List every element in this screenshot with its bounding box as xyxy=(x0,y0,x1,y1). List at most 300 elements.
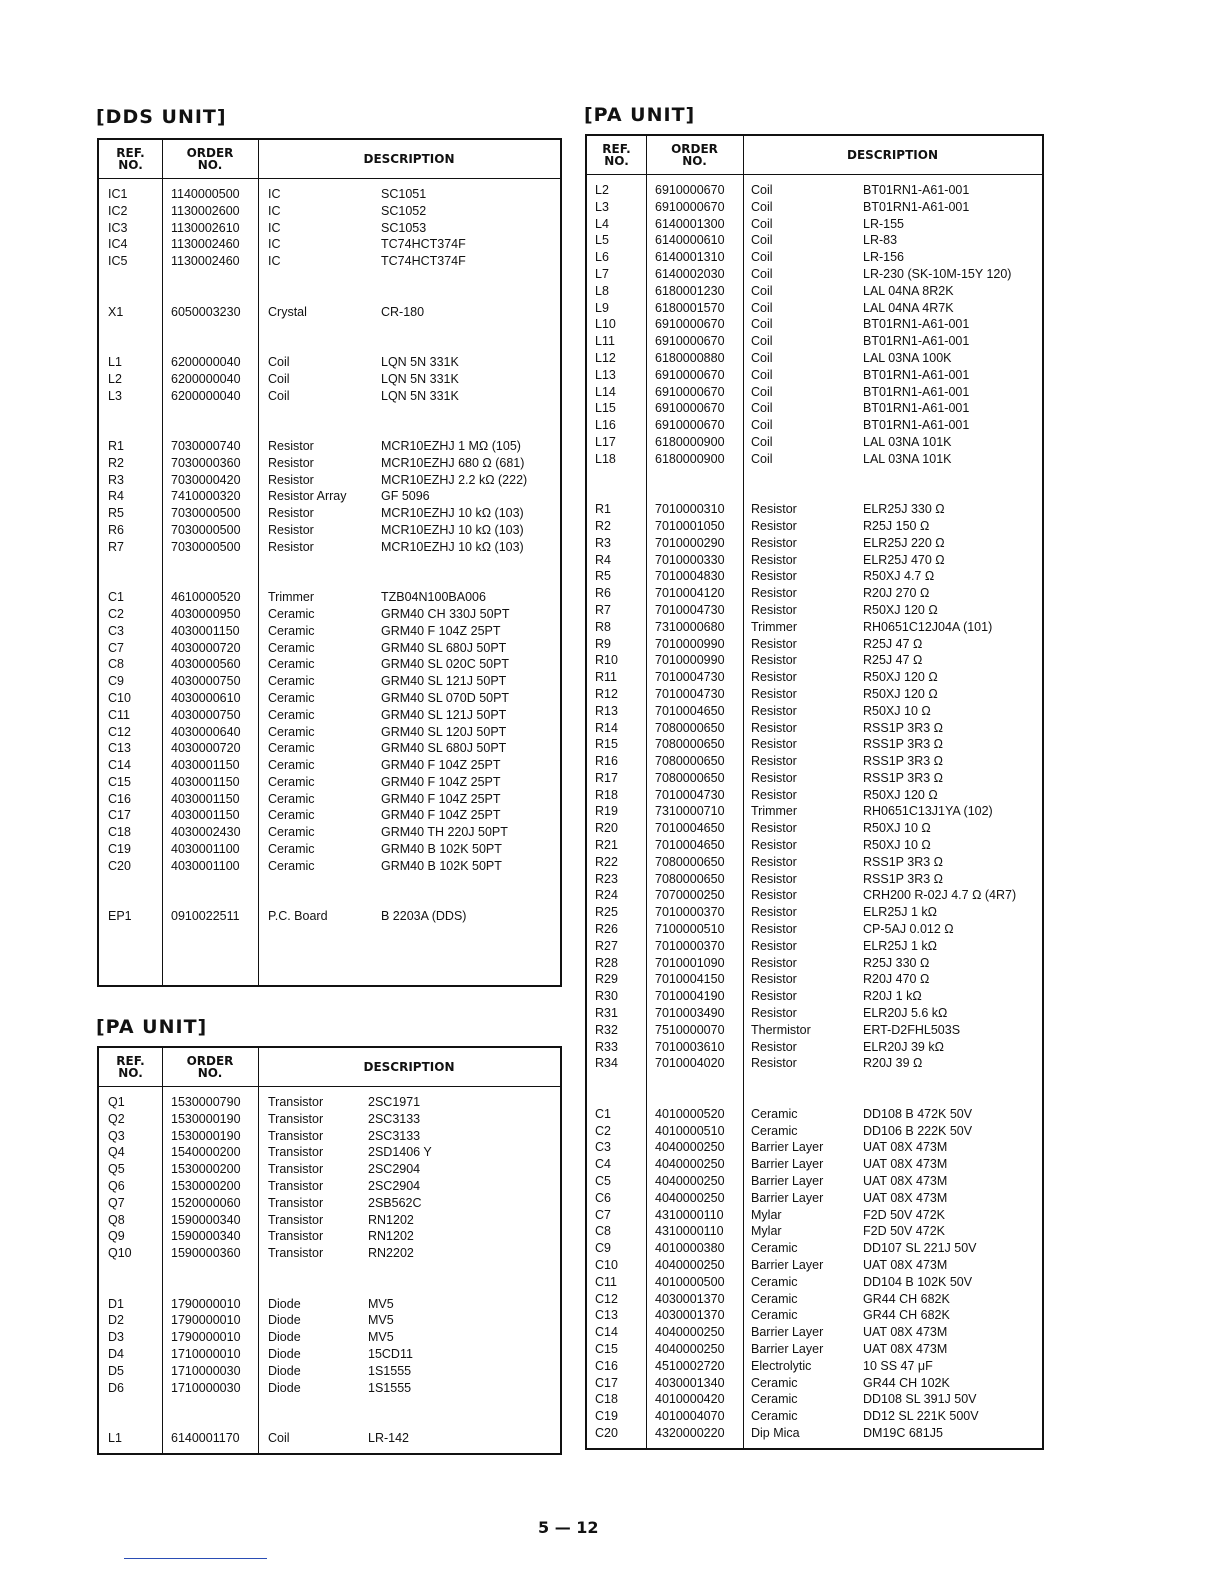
table-row xyxy=(587,199,1042,216)
part-description: LR-156 xyxy=(863,250,904,265)
order-no: 4030000750 xyxy=(171,674,241,689)
table-row xyxy=(587,1106,1042,1123)
table-row xyxy=(99,1228,560,1245)
table-row xyxy=(587,904,1042,921)
ref-no: R15 xyxy=(595,737,618,752)
table-row xyxy=(587,350,1042,367)
part-type: Diode xyxy=(268,1296,301,1311)
order-no: 1790000010 xyxy=(171,1313,241,1328)
order-no: 4030001150 xyxy=(171,808,240,823)
order-no: 6910000670 xyxy=(655,384,725,399)
part-description: F2D 50V 472K xyxy=(863,1207,945,1222)
part-description: UAT 08X 473M xyxy=(863,1174,948,1189)
table-row xyxy=(587,1173,1042,1190)
order-no: 7010004830 xyxy=(655,569,725,584)
part-type: Coil xyxy=(751,183,773,197)
ref-no: Q3 xyxy=(108,1128,125,1143)
part-type: Ceramic xyxy=(268,707,315,722)
ref-no: D3 xyxy=(108,1330,124,1345)
part-description: LR-142 xyxy=(368,1430,409,1445)
part-description: BT01RN1-A61-001 xyxy=(863,317,970,332)
part-type: Coil xyxy=(751,317,773,332)
ref-no: C4 xyxy=(595,1157,611,1172)
ref-no: IC5 xyxy=(108,254,128,269)
part-description: RN1202 xyxy=(368,1229,414,1244)
part-type: Transistor xyxy=(268,1178,324,1193)
ref-no: R7 xyxy=(595,602,611,617)
part-description: UAT 08X 473M xyxy=(863,1325,948,1340)
ref-no: IC4 xyxy=(108,237,128,252)
part-type: Coil xyxy=(751,250,773,265)
order-no: 7080000650 xyxy=(655,854,725,869)
order-no: 6140001310 xyxy=(655,250,725,265)
ref-no: Q6 xyxy=(108,1178,125,1193)
part-type: Coil xyxy=(268,371,290,386)
order-no: 7010004120 xyxy=(655,586,725,601)
part-type: Coil xyxy=(751,334,773,349)
part-type: Coil xyxy=(751,401,773,416)
table-row xyxy=(587,1391,1042,1408)
part-type: Ceramic xyxy=(268,741,315,756)
order-no: 1710000030 xyxy=(171,1380,241,1395)
order-no: 7010004730 xyxy=(655,670,725,685)
part-description: GRM40 F 104Z 25PT xyxy=(381,791,501,806)
part-description: ELR25J 470 Ω xyxy=(863,552,945,567)
table-row xyxy=(99,287,560,304)
part-description: BT01RN1-A61-001 xyxy=(863,334,970,349)
order-no: 1130002460 xyxy=(171,237,240,252)
table-row xyxy=(99,707,560,724)
table-row xyxy=(587,333,1042,350)
order-no: 7030000500 xyxy=(171,522,241,537)
part-description: R50XJ 120 Ω xyxy=(863,602,938,617)
ref-no: L6 xyxy=(595,250,609,265)
table-row xyxy=(587,988,1042,1005)
ref-no: C6 xyxy=(595,1190,611,1205)
ref-no: R3 xyxy=(595,535,611,550)
order-no: 4030001150 xyxy=(171,791,240,806)
part-type: Resistor xyxy=(751,502,797,517)
part-description: GRM40 SL 121J 50PT xyxy=(381,674,507,689)
ref-no: C14 xyxy=(595,1325,618,1340)
part-type: Resistor xyxy=(751,871,797,886)
table-row xyxy=(587,552,1042,569)
part-description: 2SC2904 xyxy=(368,1162,421,1177)
order-no: 7080000650 xyxy=(655,770,725,785)
order-no: 4030000720 xyxy=(171,640,241,655)
order-no: 7010000310 xyxy=(655,502,725,517)
part-type: Coil xyxy=(268,1430,290,1445)
ref-no: L12 xyxy=(595,350,616,365)
table-row xyxy=(99,371,560,388)
table-row xyxy=(587,1324,1042,1341)
table-row xyxy=(587,468,1042,485)
order-no: 7010000330 xyxy=(655,552,725,567)
order-no: 7070000250 xyxy=(655,888,725,903)
order-no: 7010001050 xyxy=(655,518,725,533)
ref-no: C13 xyxy=(595,1308,618,1323)
part-type: Mylar xyxy=(751,1224,782,1239)
part-type: Transistor xyxy=(268,1229,324,1244)
part-description: GRM40 SL 680J 50PT xyxy=(381,640,507,655)
part-description: DD106 B 222K 50V xyxy=(863,1123,973,1138)
order-no: 7010001090 xyxy=(655,955,725,970)
table-row xyxy=(99,388,560,405)
part-type: Ceramic xyxy=(268,808,315,823)
part-description: UAT 08X 473M xyxy=(863,1190,948,1205)
table-row xyxy=(99,1296,560,1313)
ref-no: C12 xyxy=(108,724,131,739)
part-description: RH0651C12J04A (101) xyxy=(863,619,993,634)
table-row xyxy=(99,556,560,573)
part-description: ELR25J 1 kΩ xyxy=(863,905,937,920)
order-no: 4310000110 xyxy=(655,1224,724,1239)
table-row xyxy=(99,589,560,606)
part-type: Resistor xyxy=(751,586,797,601)
ref-no: L10 xyxy=(595,317,616,332)
part-type: Ceramic xyxy=(751,1274,798,1289)
order-no: 7100000510 xyxy=(655,922,725,937)
ref-no: Q9 xyxy=(108,1229,125,1244)
table-row xyxy=(99,421,560,438)
part-description: GRM40 F 104Z 25PT xyxy=(381,623,501,638)
part-type: Resistor xyxy=(268,455,314,470)
table-row xyxy=(587,770,1042,787)
table-row xyxy=(587,803,1042,820)
table-row xyxy=(587,854,1042,871)
part-description: LR-83 xyxy=(863,233,898,248)
table-row xyxy=(587,535,1042,552)
table-row xyxy=(99,656,560,673)
table-row xyxy=(99,404,560,421)
part-type: Resistor xyxy=(751,787,797,802)
part-type: IC xyxy=(268,220,281,235)
table-row xyxy=(99,875,560,892)
table-row xyxy=(99,488,560,505)
ref-no: Q10 xyxy=(108,1246,132,1261)
part-type: Ceramic xyxy=(268,690,315,705)
part-type: Ceramic xyxy=(268,791,315,806)
part-type: Barrier Layer xyxy=(751,1140,824,1155)
order-no: 7010003490 xyxy=(655,1006,725,1021)
part-type: IC xyxy=(268,187,281,201)
ref-no: C3 xyxy=(595,1140,611,1155)
ref-no: R30 xyxy=(595,989,618,1004)
table-row xyxy=(99,724,560,741)
table-row xyxy=(587,1341,1042,1358)
order-no: 1590000340 xyxy=(171,1212,241,1227)
order-no: 1710000010 xyxy=(171,1346,241,1361)
ref-no-header: REF. NO. xyxy=(116,146,145,172)
ref-no: C17 xyxy=(595,1375,618,1390)
part-description: LAL 04NA 4R7K xyxy=(863,300,954,315)
part-type: Transistor xyxy=(268,1246,324,1261)
part-description: GRM40 TH 220J 50PT xyxy=(381,825,508,840)
table-row xyxy=(99,1144,560,1161)
part-type: Coil xyxy=(751,367,773,382)
part-type: Coil xyxy=(751,266,773,281)
order-no: 7010004190 xyxy=(655,989,725,1004)
order-no: 4010000500 xyxy=(655,1274,725,1289)
table-row xyxy=(587,1022,1042,1039)
order-no: 6180001570 xyxy=(655,300,725,315)
order-no: 1130002600 xyxy=(171,203,240,218)
table-row xyxy=(587,837,1042,854)
part-type: Resistor xyxy=(751,653,797,668)
part-type: Resistor xyxy=(268,506,314,521)
table-body xyxy=(99,1094,560,1447)
table-row xyxy=(99,455,560,472)
table-row xyxy=(587,1274,1042,1291)
ref-no: R9 xyxy=(595,636,611,651)
part-type: Barrier Layer xyxy=(751,1325,824,1340)
ref-no: D1 xyxy=(108,1296,124,1311)
ref-no: C2 xyxy=(108,606,124,621)
order-no: 1540000200 xyxy=(171,1145,241,1160)
ref-no: L17 xyxy=(595,434,616,449)
ref-no: R8 xyxy=(595,619,611,634)
part-type: Trimmer xyxy=(751,619,798,634)
part-description: GR44 CH 682K xyxy=(863,1291,950,1306)
footer-rule xyxy=(124,1558,267,1559)
ref-no: L15 xyxy=(595,401,616,416)
part-description: RN2202 xyxy=(368,1246,414,1261)
part-type: Resistor xyxy=(751,636,797,651)
table-row xyxy=(99,807,560,824)
table-row xyxy=(587,1358,1042,1375)
part-description: R50XJ 10 Ω xyxy=(863,838,931,853)
ref-no: R16 xyxy=(595,754,618,769)
ref-no: L13 xyxy=(595,367,616,382)
part-description: 1S1555 xyxy=(368,1380,412,1395)
part-type: IC xyxy=(268,237,281,252)
part-type: Resistor xyxy=(751,989,797,1004)
table-row xyxy=(587,417,1042,434)
ref-no: C15 xyxy=(108,774,131,789)
order-no: 1520000060 xyxy=(171,1195,241,1210)
order-no: 7080000650 xyxy=(655,720,725,735)
ref-no: R14 xyxy=(595,720,618,735)
part-type: IC xyxy=(268,203,281,218)
ref-no: C1 xyxy=(595,1106,611,1121)
ref-no: Q1 xyxy=(108,1095,125,1109)
part-description: LR-230 (SK-10M-15Y 120) xyxy=(863,266,1012,281)
part-type: Barrier Layer xyxy=(751,1190,824,1205)
order-no: 6140001300 xyxy=(655,216,725,231)
part-type: Ceramic xyxy=(268,858,315,873)
part-description: B 2203A (DDS) xyxy=(381,909,467,924)
part-type: Resistor xyxy=(751,686,797,701)
table-row xyxy=(99,505,560,522)
table-row xyxy=(587,636,1042,653)
dds-unit-table xyxy=(97,138,562,987)
table-row xyxy=(587,216,1042,233)
order-no: 1530000190 xyxy=(171,1128,241,1143)
order-no: 1140000500 xyxy=(171,187,240,201)
order-no: 6910000670 xyxy=(655,418,725,433)
ref-no: L3 xyxy=(595,199,609,214)
part-description: LQN 5N 331K xyxy=(381,388,459,403)
part-description: LR-155 xyxy=(863,216,904,231)
part-description: CRH200 R-02J 4.7 Ω (4R7) xyxy=(863,888,1017,903)
ref-no: R29 xyxy=(595,972,618,987)
table-row xyxy=(587,753,1042,770)
part-type: Coil xyxy=(751,384,773,399)
table-row xyxy=(99,623,560,640)
ref-no: L1 xyxy=(108,354,122,369)
part-type: Transistor xyxy=(268,1212,324,1227)
part-description: UAT 08X 473M xyxy=(863,1258,948,1272)
table-row xyxy=(99,841,560,858)
dds-unit-title: [DDS UNIT] xyxy=(96,106,227,128)
order-no: 7030000420 xyxy=(171,472,241,487)
order-no: 7010004730 xyxy=(655,787,725,802)
ref-no: EP1 xyxy=(108,909,132,924)
ref-no: L1 xyxy=(108,1430,122,1445)
ref-no: C16 xyxy=(595,1358,618,1373)
order-no: 4030001100 xyxy=(171,858,240,873)
ref-no: C19 xyxy=(595,1409,618,1424)
table-row xyxy=(99,1212,560,1229)
order-no: 4030000750 xyxy=(171,707,241,722)
order-no: 4030002430 xyxy=(171,825,241,840)
description-header: DESCRIPTION xyxy=(363,1060,455,1074)
order-no: 7030000740 xyxy=(171,438,241,453)
part-description: R25J 150 Ω xyxy=(863,518,930,533)
ref-no: C9 xyxy=(595,1241,611,1256)
part-type: Barrier Layer xyxy=(751,1341,824,1356)
part-type: Coil xyxy=(751,199,773,214)
order-no: 4040000250 xyxy=(655,1190,725,1205)
order-no: 4010000520 xyxy=(655,1106,725,1121)
part-type: P.C. Board xyxy=(268,909,328,924)
part-type: Coil xyxy=(751,451,773,466)
order-no: 4510002720 xyxy=(655,1358,725,1373)
part-description: RH0651C13J1YA (102) xyxy=(863,804,993,819)
page-number: 5 — 12 xyxy=(538,1518,599,1537)
part-type: Transistor xyxy=(268,1128,324,1143)
table-row xyxy=(587,602,1042,619)
order-no: 6050003230 xyxy=(171,304,241,319)
table-row xyxy=(587,384,1042,401)
table-row xyxy=(587,669,1042,686)
part-type: Resistor xyxy=(751,922,797,937)
ref-no: Q4 xyxy=(108,1145,125,1160)
table-row xyxy=(99,1195,560,1212)
table-row xyxy=(99,1111,560,1128)
part-type: Resistor xyxy=(751,838,797,853)
table-row xyxy=(587,1156,1042,1173)
part-type: Resistor xyxy=(751,569,797,584)
part-type: Barrier Layer xyxy=(751,1174,824,1189)
order-no: 1590000340 xyxy=(171,1229,241,1244)
part-description: GRM40 F 104Z 25PT xyxy=(381,774,501,789)
order-no: 4010000510 xyxy=(655,1123,725,1138)
table-row xyxy=(587,1408,1042,1425)
part-type: Diode xyxy=(268,1330,301,1345)
table-row xyxy=(587,283,1042,300)
ref-no: R32 xyxy=(595,1022,618,1037)
ref-no: C10 xyxy=(595,1258,618,1272)
ref-no: Q2 xyxy=(108,1111,125,1126)
pa-unit-right-table xyxy=(585,134,1044,1450)
part-type: Coil xyxy=(751,418,773,433)
ref-no: R11 xyxy=(595,670,618,685)
table-row xyxy=(587,400,1042,417)
table-row xyxy=(587,316,1042,333)
part-type: Resistor Array xyxy=(268,489,347,504)
part-description: 1S1555 xyxy=(368,1363,412,1378)
ref-no: R19 xyxy=(595,804,618,819)
order-no: 7010004650 xyxy=(655,703,725,718)
part-description: BT01RN1-A61-001 xyxy=(863,401,970,416)
part-description: GR44 CH 682K xyxy=(863,1308,950,1323)
table-row xyxy=(99,522,560,539)
table-row xyxy=(587,1089,1042,1106)
order-no: 7010003610 xyxy=(655,1039,725,1054)
ref-no: R22 xyxy=(595,854,618,869)
order-no: 4030001100 xyxy=(171,842,240,857)
part-description: LQN 5N 331K xyxy=(381,354,459,369)
table-row xyxy=(99,186,560,203)
part-type: Resistor xyxy=(751,1006,797,1021)
table-body xyxy=(99,186,560,925)
order-no: 1710000030 xyxy=(171,1363,241,1378)
table-row xyxy=(587,484,1042,501)
order-no: 4030001370 xyxy=(655,1291,725,1306)
ref-no: R20 xyxy=(595,821,618,836)
ref-no: R18 xyxy=(595,787,618,802)
part-type: Resistor xyxy=(751,703,797,718)
ref-no: C20 xyxy=(595,1425,618,1440)
order-no: 1790000010 xyxy=(171,1296,241,1311)
ref-no: R13 xyxy=(595,703,618,718)
part-description: BT01RN1-A61-001 xyxy=(863,183,970,197)
part-type: Coil xyxy=(751,283,773,298)
ref-no: C3 xyxy=(108,623,124,638)
table-row xyxy=(99,1396,560,1413)
order-no: 4030001340 xyxy=(655,1375,725,1390)
table-row xyxy=(587,1072,1042,1089)
table-row xyxy=(587,1291,1042,1308)
part-description: 2SD1406 Y xyxy=(368,1145,432,1160)
part-type: Ceramic xyxy=(751,1375,798,1390)
part-type: Resistor xyxy=(751,972,797,987)
part-type: Ceramic xyxy=(751,1409,798,1424)
table-row xyxy=(99,337,560,354)
order-no: 7410000320 xyxy=(171,489,241,504)
order-no: 7310000680 xyxy=(655,619,725,634)
part-type: Resistor xyxy=(751,1056,797,1071)
ref-no: IC1 xyxy=(108,187,128,201)
order-no: 4030000950 xyxy=(171,606,241,621)
part-description: TC74HCT374F xyxy=(381,254,466,269)
table-row xyxy=(99,1178,560,1195)
ref-no: Q8 xyxy=(108,1212,125,1227)
table-row xyxy=(99,236,560,253)
part-description: GRM40 SL 070D 50PT xyxy=(381,690,510,705)
part-type: Resistor xyxy=(751,854,797,869)
order-no: 4040000250 xyxy=(655,1258,725,1272)
table-row xyxy=(99,472,560,489)
part-type: Transistor xyxy=(268,1195,324,1210)
order-no: 7010004650 xyxy=(655,821,725,836)
part-type: Ceramic xyxy=(751,1291,798,1306)
table-row xyxy=(587,182,1042,199)
part-description: ERT-D2FHL503S xyxy=(863,1022,961,1037)
order-no: 6910000670 xyxy=(655,367,725,382)
part-type: Resistor xyxy=(751,552,797,567)
